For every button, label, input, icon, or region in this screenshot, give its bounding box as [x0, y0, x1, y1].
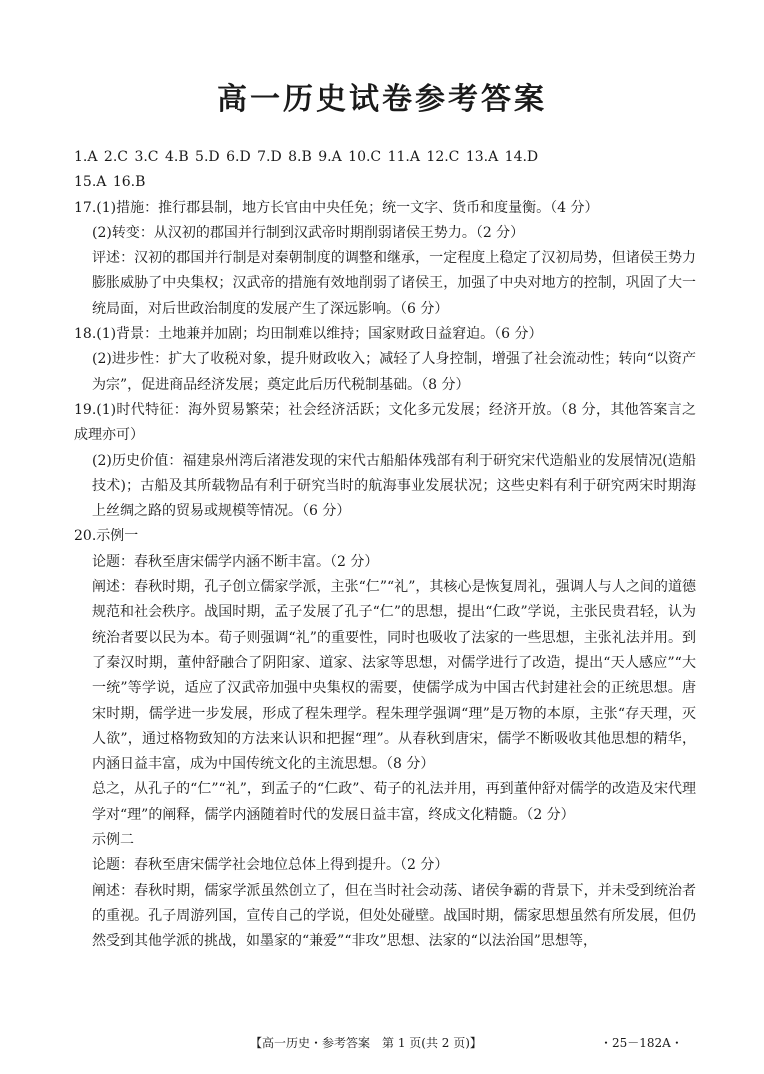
q19-part2: (2)历史价值：福建泉州湾后渚港发现的宋代古船船体残部有利于研究宋代造船业的发展情况(造船技术)；古船及其所载物品有利于研究当时的航海事业发展状况；这些史料有利于研究两宋时期海上丝绸之路的贸易或规模等情况。（6 分） [92, 452, 696, 520]
footer-page-info: 【高一历史・参考答案 第 1 页(共 2 页)】 [250, 1036, 482, 1050]
mcq-answers-line-1: 1.A 2.C 3.C 4.B 5.D 6.D 7.D 8.B 9.A 10.C 11.A 12.C 13.A 14.D [74, 149, 539, 165]
q20-example1-summary: 总之，从孔子的“仁”“礼”，到孟子的“仁政”、荀子的礼法并用，再到董仲舒对儒学的改造及宋代理学对“理”的阐释，儒学内涵随着时代的发展日益丰富，终成文化精髓。（2 分） [92, 781, 696, 823]
q17-part1: 17.(1)措施：推行郡县制，地方长官由中央任免；统一文字、货币和度量衡。（4 分） [74, 199, 599, 216]
q18-part1: 18.(1)背景：土地兼并加剧；均田制难以维持；国家财政日益窘迫。（6 分） [74, 326, 543, 343]
q20-example2-label: 示例二 [92, 832, 134, 849]
page-title: 高一历史试卷参考答案 [217, 82, 547, 117]
q18-part2: (2)进步性：扩大了收税对象，提升财政收入；减轻了人身控制，增强了社会流动性；转向“以资产为宗”，促进商品经济发展；奠定此后历代税制基础。（8 分） [92, 351, 696, 393]
answer-content [74, 145, 696, 955]
q20-example2-thesis: 论题：春秋至唐宋儒学社会地位总体上得到提升。（2 分） [92, 857, 449, 874]
mcq-answers-line-2: 15.A 16.B [74, 174, 146, 191]
q17-part2: (2)转变：从汉初的郡国并行制到汉武帝时期削弱诸侯王势力。（2 分） [92, 224, 525, 241]
q20-example1-body: 阐述：春秋时期，孔子创立儒家学派，主张“仁”“礼”，其核心是恢复周礼，强调人与人之间的道德规范和社会秩序。战国时期，孟子发展了孔子“仁”的思想，提出“仁政”学说，主张民贵君轻，认为统治者要以民为本。荀子则强调“礼”的重要性，同时也吸收了法家的一些思想，主张礼法并用。到了秦汉时期，董仲舒融合了阴阳家、道家、法家等思想，对儒学进行了改造，提出“天人感应”“大一统”等学说，适应了汉武帝加强中央集权的需要，使儒学成为中国古代封建社会的正统思想。唐宋时期，儒学进一步发展，形成了程朱理学。程朱理学强调“理”是万物的本原，主张“存天理，灭人欲”，通过格物致知的方法来认识和把握“理”。从春秋到唐宋，儒学不断吸收其他思想的精华，内涵日益丰富，成为中国传统文化的主流思想。（8 分） [92, 579, 696, 773]
q19-part1: 19.(1)时代特征：海外贸易繁荣；社会经济活跃；文化多元发展；经济开放。（8 分，其他答案言之成理亦可） [74, 401, 696, 444]
page-footer [0, 1033, 764, 1053]
footer-paper-code: ・25－182A・ [600, 1036, 683, 1050]
q17-commentary: 评述：汉初的郡国并行制是对秦朝制度的调整和继承，一定程度上稳定了汉初局势，但诸侯王势力膨胀威胁了中央集权；汉武帝的措施有效地削弱了诸侯王，加强了中央对地方的控制，巩固了大一统局面，对后世政治制度的发展产生了深远影响。（6 分） [92, 250, 696, 317]
q20-example2-body: 阐述：春秋时期，儒家学派虽然创立了，但在当时社会动荡、诸侯争霸的背景下，并未受到统治者的重视。孔子周游列国，宣传自己的学说，但处处碰壁。战国时期，儒家思想虽然有所发展，但仍然受到其他学派的挑战，如墨家的“兼爱”“非攻”思想、法家的“以法治国”思想等， [92, 882, 696, 950]
q20-example1-thesis: 论题：春秋至唐宋儒学内涵不断丰富。（2 分） [92, 553, 379, 570]
q20-example1-label: 20.示例一 [74, 528, 139, 545]
